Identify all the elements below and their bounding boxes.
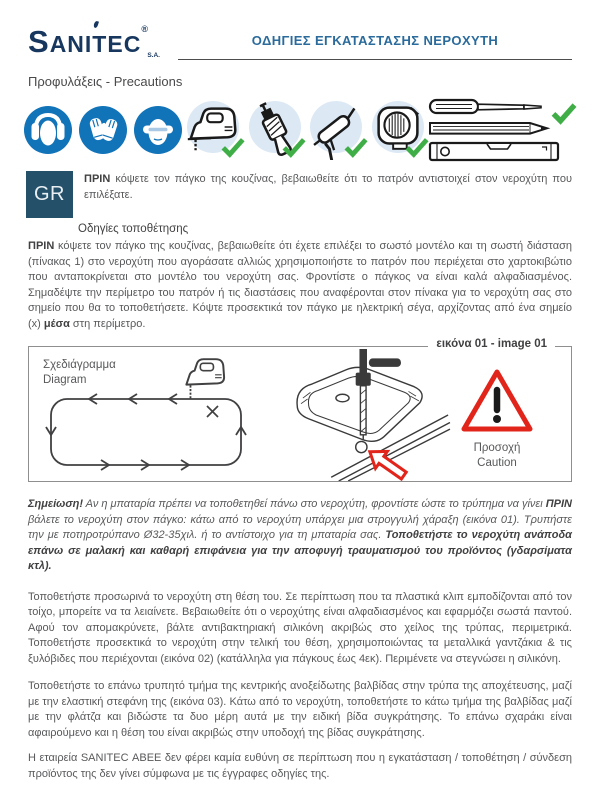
disclaimer-paragraph: Η εταιρεία SANITEC ΑΒΕΕ δεν φέρει καμία ευθύνη σε περίπτωση που η εγκατάσταση / τοποθέτηση / σύνδεση προϊόντος της δεν γίνει σύμφωνα με τις έγγραφες οδηγίες της. — [28, 752, 572, 780]
ear-protection-icon — [24, 106, 72, 154]
page-header — [0, 0, 600, 60]
cutting-path-diagram — [37, 349, 272, 479]
caution-block — [433, 367, 561, 470]
installation-paragraph-4: Τοποθετήστε το επάνω τρυπητό τμήμα της κεντρικής ανοξείδωτης βαλβίδας στην τρύπα της αποχέτευσης, μαζί με την ελαστική στεφάνη της (εικόνα 03). Κάτω από το νεροχύτη, τοποθετήστε το κάτω τμήμα της βαλβίδας μαζί με την φλάτζα και βιδώστε τα δυο μέρη αυτά με την ειδική βίδα συγκράτησης. Το επάνω σχαράκι είναι αφαιρούμενο και η θέση του είναι ακριβώς στην υποδοχή της βίδας συγκράτησης. — [28, 680, 572, 739]
check-icon — [550, 101, 578, 125]
diagram-caption: Σχεδιάγραμμα Diagram — [43, 359, 116, 386]
ppe-icons — [24, 106, 182, 154]
installation-heading: Οδηγίες τοποθέτησης — [78, 223, 189, 235]
check-icon — [220, 136, 246, 158]
precautions-icons-row — [24, 97, 578, 163]
hand-tools-approved — [428, 97, 578, 163]
logo-text: S — [28, 24, 50, 59]
logo-flame-icon — [93, 21, 99, 29]
language-note-text: ΠΡΙΝ κόψετε τον πάγκο της κουζίνας, βεβαιωθείτε ότι το πατρόν αντιστοιχεί στον νεροχύτη που επιλέξατε. — [84, 173, 572, 201]
language-badge: GR — [26, 171, 73, 218]
title-rule — [178, 32, 572, 60]
check-icon — [404, 136, 430, 158]
installation-paragraph-1: ΠΡΙΝ κόψετε τον πάγκο της κουζίνας, βεβαιωθείτε ότι έχετε επιλέξει το σωστό μοντέλο και τη σωστή διάσταση (πίνακας 1) στο νεροχύτη που αγοράσατε αλλιώς χρησιμοποιήστε το πατρόν που περιέχεται στο χαρτοκιβώτιο που ανταποκρίνεται στο μοντέλο του νεροχύτη σας. Φροντίστε ο πάγκος να είναι καλά αλφαδιασμένος. Σημαδέψτε την περίμετρο του πατρόν ή τις διαστάσεις που αναφέρονται στον πίνακα για το νεροχύτη σας στο σημείο που θα το τοποθετήσετε. Κόψτε προσεκτικά τον πάγκο με ηλεκτρική σέγα, αρχίζοντας από ένα σημείο (x) μέσα στη περίμετρο. — [28, 240, 572, 330]
jigsaw-approved — [182, 98, 244, 162]
installation-paragraph-3: Τοποθετήστε προσωρινά το νεροχύτη στη θέση του. Σε περίπτωση που τα πλαστικά κλιπ εμποδίζονται από τον τοίχο, μπορείτε να τα λειαίνετε. Βεβαιωθείτε ότι ο νεροχύτης είναι αλφαδιασμένος και εφαρμόζει σωστά παντού. Αφού τον απομακρύνετε, βάλτε αντιβακτηριακή σιλικόνη ακριβώς στο χείλος της τρύπας, περιμετρικά. Τοποθετήστε προσεκτικά το νεροχύτη στην τελική του θέση, χρησιμοποιώντας τα μεταλλικά γαντζάκια & τις ξυλόβιδες που περιέχονται (εικόνα 02) (κατάλληλα για πάγκους έως 4εκ). Περιμένετε να στεγνώσει η σιλικόνη. — [28, 590, 572, 665]
precautions-heading: Προφυλάξεις - Precautions — [28, 74, 183, 89]
figure-image-01 — [28, 338, 572, 482]
sink-drilling-illustration — [277, 349, 457, 481]
face-protection-icon — [134, 106, 182, 154]
gloves-icon — [79, 106, 127, 154]
warning-triangle-icon — [459, 367, 535, 435]
check-icon — [281, 136, 307, 158]
drill-approved — [244, 98, 306, 162]
language-note — [26, 171, 572, 218]
caution-caption: Προσοχή Caution — [473, 442, 521, 469]
sanitec-logo: SANITEC® S.A. — [28, 24, 178, 60]
check-icon — [343, 136, 369, 158]
note-paragraph: Σημείωση! Αν η μπαταρία πρέπει να τοποθετηθεί πάνω στο νεροχύτη, φροντίστε ώστε το τρύπημα να γίνει ΠΡΙΝ βάλετε το νεροχύτη στον πάγκο: κάτω από το νεροχύτη υπάρχει μια στρογγυλή χάραξη (εικόνα 01). Τρυπήστε την με ποτηροτρύπανο Ø32-35χιλ. ή το αντίστοιχο για τη μπαταρία σας. Τοποθετήστε το νεροχύτη ανάποδα επάνω σε μαλακή και καθαρή επιφάνεια για την αποφυγή τραυματισμού του προϊόντος (γδαρσίματα κτλ). — [28, 498, 572, 572]
caulk-gun-approved — [305, 98, 367, 162]
figure-label: εικόνα 01 - image 01 — [428, 338, 555, 350]
page-title: ΟΔΗΓΙΕΣ ΕΓΚΑΤΑΣΤΑΣΗΣ ΝΕΡΟΧΥΤΗ — [251, 33, 499, 48]
tape-measure-approved — [367, 98, 429, 162]
